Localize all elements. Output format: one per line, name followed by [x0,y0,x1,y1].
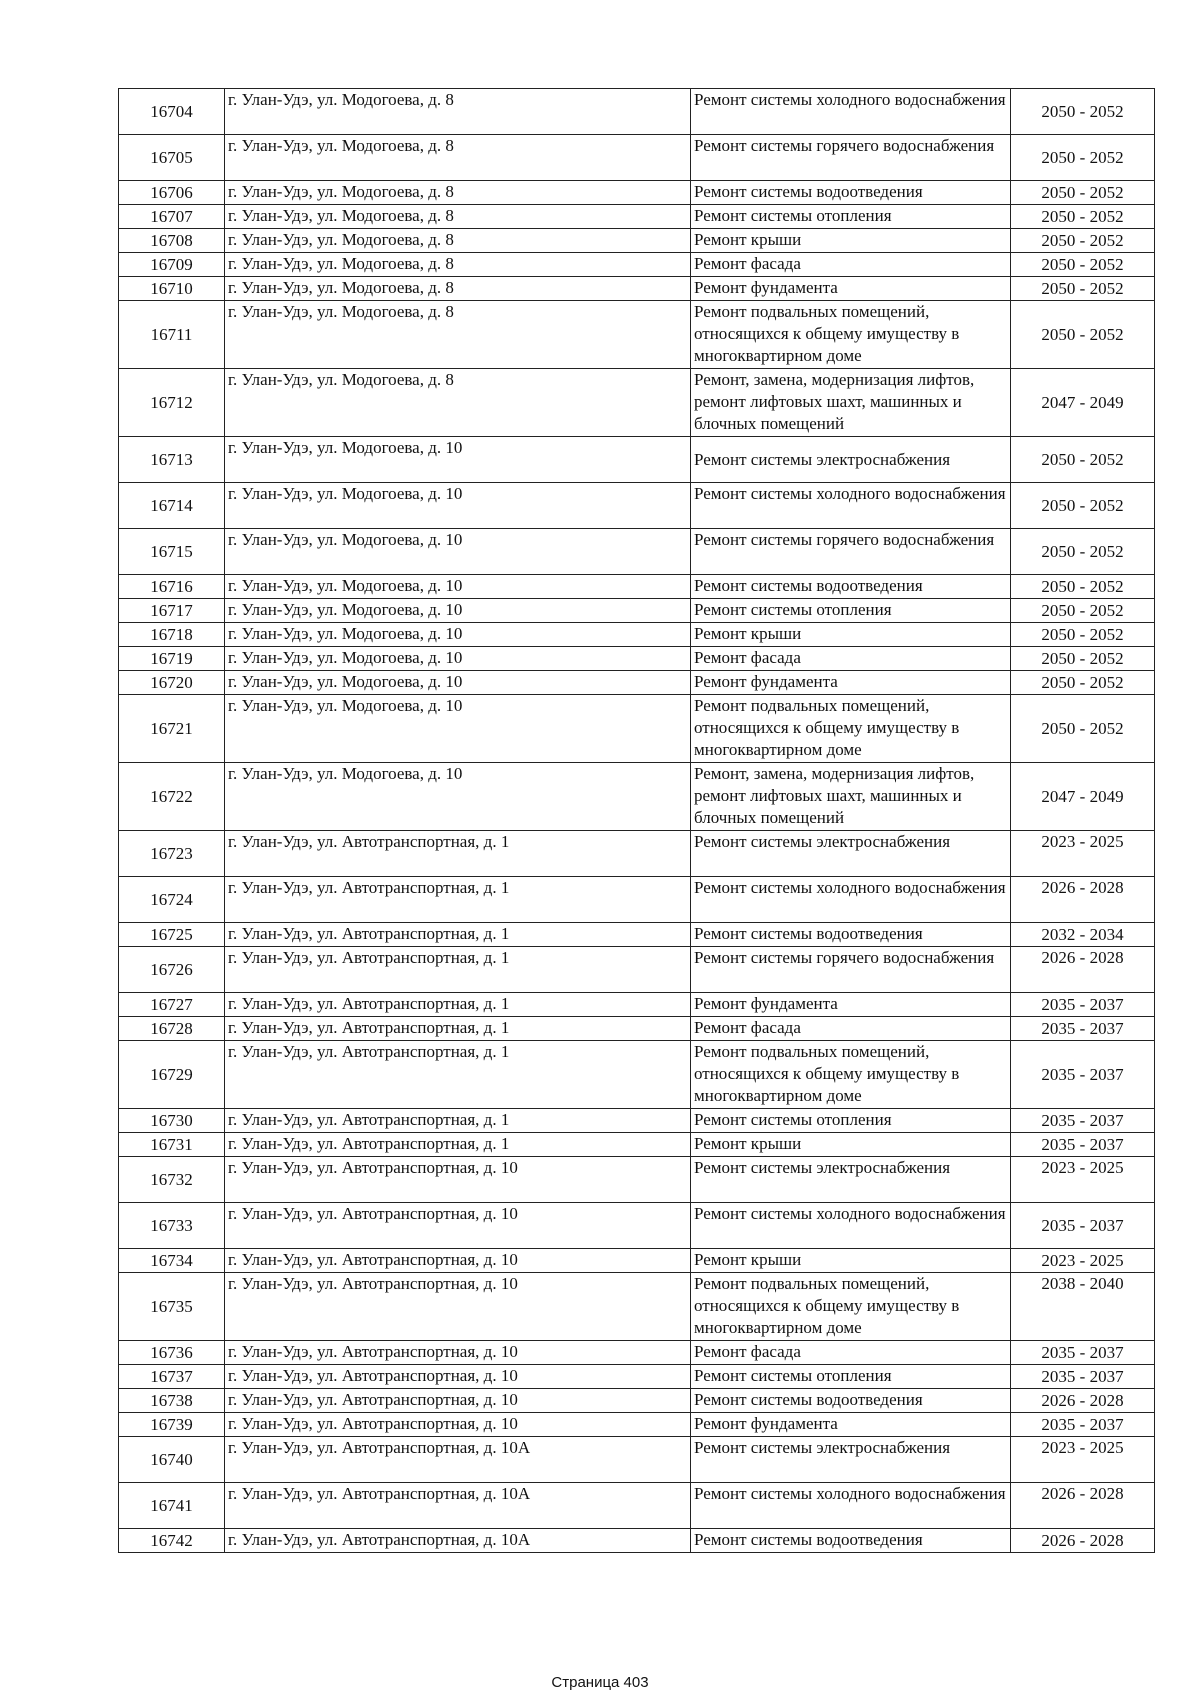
table-row [119,763,1155,831]
row-period: 2050 - 2052 [1011,301,1155,369]
table-row [119,1017,1155,1041]
table-row [119,369,1155,437]
row-work-type: Ремонт системы горячего водоснабжения [691,529,1011,575]
row-address: г. Улан-Удэ, ул. Модогоева, д. 10 [225,575,691,599]
row-id: 16741 [119,1483,225,1529]
row-period: 2023 - 2025 [1011,1157,1155,1203]
row-period: 2038 - 2040 [1011,1273,1155,1341]
row-address: г. Улан-Удэ, ул. Автотранспортная, д. 10А [225,1529,691,1553]
row-work-type: Ремонт системы отопления [691,1365,1011,1389]
row-address: г. Улан-Удэ, ул. Модогоева, д. 8 [225,253,691,277]
row-address: г. Улан-Удэ, ул. Автотранспортная, д. 1 [225,1017,691,1041]
row-work-type: Ремонт системы электроснабжения [691,1157,1011,1203]
row-address: г. Улан-Удэ, ул. Модогоева, д. 8 [225,229,691,253]
row-work-type: Ремонт системы электроснабжения [691,437,1011,483]
row-period: 2023 - 2025 [1011,1437,1155,1483]
row-period: 2023 - 2025 [1011,831,1155,877]
row-id: 16728 [119,1017,225,1041]
table-row [119,205,1155,229]
table-row [119,923,1155,947]
row-period: 2047 - 2049 [1011,369,1155,437]
row-work-type: Ремонт системы холодного водоснабжения [691,1483,1011,1529]
row-period: 2035 - 2037 [1011,1109,1155,1133]
row-period: 2050 - 2052 [1011,205,1155,229]
row-work-type: Ремонт фундамента [691,1413,1011,1437]
row-id: 16721 [119,695,225,763]
row-address: г. Улан-Удэ, ул. Модогоева, д. 10 [225,599,691,623]
row-period: 2035 - 2037 [1011,1041,1155,1109]
table-row [119,437,1155,483]
table-row [119,1249,1155,1273]
row-period: 2026 - 2028 [1011,947,1155,993]
row-work-type: Ремонт системы холодного водоснабжения [691,877,1011,923]
row-work-type: Ремонт фасада [691,1017,1011,1041]
row-id: 16726 [119,947,225,993]
row-address: г. Улан-Удэ, ул. Автотранспортная, д. 10А [225,1483,691,1529]
row-work-type: Ремонт системы электроснабжения [691,831,1011,877]
row-period: 2023 - 2025 [1011,1249,1155,1273]
row-address: г. Улан-Удэ, ул. Модогоева, д. 10 [225,623,691,647]
row-period: 2050 - 2052 [1011,483,1155,529]
table-row [119,529,1155,575]
row-id: 16720 [119,671,225,695]
row-work-type: Ремонт системы горячего водоснабжения [691,947,1011,993]
table-row [119,623,1155,647]
row-work-type: Ремонт системы электроснабжения [691,1437,1011,1483]
row-address: г. Улан-Удэ, ул. Автотранспортная, д. 1 [225,877,691,923]
row-address: г. Улан-Удэ, ул. Автотранспортная, д. 1 [225,1133,691,1157]
row-address: г. Улан-Удэ, ул. Автотранспортная, д. 1 [225,1109,691,1133]
row-id: 16709 [119,253,225,277]
table-row [119,1413,1155,1437]
row-address: г. Улан-Удэ, ул. Модогоева, д. 10 [225,695,691,763]
row-work-type: Ремонт системы водоотведения [691,1529,1011,1553]
row-work-type: Ремонт крыши [691,229,1011,253]
table-row [119,1483,1155,1529]
row-id: 16730 [119,1109,225,1133]
row-id: 16734 [119,1249,225,1273]
row-address: г. Улан-Удэ, ул. Модогоева, д. 8 [225,89,691,135]
row-period: 2050 - 2052 [1011,437,1155,483]
table-row [119,831,1155,877]
row-work-type: Ремонт фундамента [691,671,1011,695]
row-period: 2035 - 2037 [1011,1413,1155,1437]
row-id: 16710 [119,277,225,301]
row-address: г. Улан-Удэ, ул. Автотранспортная, д. 10 [225,1365,691,1389]
row-period: 2026 - 2028 [1011,877,1155,923]
row-id: 16742 [119,1529,225,1553]
row-id: 16729 [119,1041,225,1109]
row-address: г. Улан-Удэ, ул. Модогоева, д. 10 [225,647,691,671]
row-period: 2035 - 2037 [1011,1017,1155,1041]
table-row [119,229,1155,253]
row-id: 16717 [119,599,225,623]
row-id: 16718 [119,623,225,647]
table-row [119,599,1155,623]
row-address: г. Улан-Удэ, ул. Модогоева, д. 10 [225,483,691,529]
row-id: 16737 [119,1365,225,1389]
row-address: г. Улан-Удэ, ул. Автотранспортная, д. 1 [225,831,691,877]
row-address: г. Улан-Удэ, ул. Автотранспортная, д. 10 [225,1273,691,1341]
row-address: г. Улан-Удэ, ул. Модогоева, д. 10 [225,437,691,483]
row-address: г. Улан-Удэ, ул. Модогоева, д. 10 [225,763,691,831]
row-address: г. Улан-Удэ, ул. Автотранспортная, д. 10 [225,1157,691,1203]
row-period: 2050 - 2052 [1011,647,1155,671]
row-id: 16731 [119,1133,225,1157]
row-period: 2050 - 2052 [1011,529,1155,575]
row-address: г. Улан-Удэ, ул. Автотранспортная, д. 10 [225,1249,691,1273]
row-period: 2050 - 2052 [1011,695,1155,763]
table-body [119,89,1155,1553]
row-id: 16715 [119,529,225,575]
row-work-type: Ремонт фундамента [691,277,1011,301]
row-period: 2035 - 2037 [1011,993,1155,1017]
row-period: 2050 - 2052 [1011,89,1155,135]
row-address: г. Улан-Удэ, ул. Автотранспортная, д. 1 [225,947,691,993]
row-period: 2050 - 2052 [1011,135,1155,181]
table-row [119,1041,1155,1109]
table-row [119,1203,1155,1249]
table-row [119,277,1155,301]
row-period: 2035 - 2037 [1011,1365,1155,1389]
row-work-type: Ремонт подвальных помещений, относящихся к общему имуществу в многоквартирном доме [691,301,1011,369]
row-work-type: Ремонт системы отопления [691,599,1011,623]
row-work-type: Ремонт крыши [691,1249,1011,1273]
row-work-type: Ремонт системы отопления [691,1109,1011,1133]
row-id: 16706 [119,181,225,205]
table-row [119,947,1155,993]
row-work-type: Ремонт фундамента [691,993,1011,1017]
row-id: 16723 [119,831,225,877]
table-row [119,253,1155,277]
row-work-type: Ремонт системы холодного водоснабжения [691,1203,1011,1249]
table-row [119,1389,1155,1413]
row-work-type: Ремонт, замена, модернизация лифтов, ремонт лифтовых шахт, машинных и блочных помещений [691,763,1011,831]
row-id: 16733 [119,1203,225,1249]
page-number: Страница 403 [551,1674,649,1691]
row-id: 16716 [119,575,225,599]
row-id: 16713 [119,437,225,483]
row-period: 2035 - 2037 [1011,1133,1155,1157]
row-period: 2026 - 2028 [1011,1529,1155,1553]
row-address: г. Улан-Удэ, ул. Автотранспортная, д. 10А [225,1437,691,1483]
row-period: 2035 - 2037 [1011,1203,1155,1249]
row-address: г. Улан-Удэ, ул. Модогоева, д. 8 [225,301,691,369]
row-period: 2032 - 2034 [1011,923,1155,947]
table-row [119,877,1155,923]
row-id: 16722 [119,763,225,831]
table-row [119,1437,1155,1483]
row-work-type: Ремонт крыши [691,1133,1011,1157]
table-row [119,575,1155,599]
row-period: 2035 - 2037 [1011,1341,1155,1365]
row-period: 2050 - 2052 [1011,623,1155,647]
table-row [119,301,1155,369]
row-work-type: Ремонт подвальных помещений, относящихся к общему имуществу в многоквартирном доме [691,1273,1011,1341]
row-period: 2050 - 2052 [1011,575,1155,599]
table-row [119,1133,1155,1157]
row-work-type: Ремонт, замена, модернизация лифтов, ремонт лифтовых шахт, машинных и блочных помещений [691,369,1011,437]
row-period: 2050 - 2052 [1011,671,1155,695]
row-id: 16712 [119,369,225,437]
row-period: 2050 - 2052 [1011,599,1155,623]
row-period: 2050 - 2052 [1011,253,1155,277]
row-work-type: Ремонт системы водоотведения [691,181,1011,205]
row-work-type: Ремонт системы горячего водоснабжения [691,135,1011,181]
row-id: 16705 [119,135,225,181]
row-address: г. Улан-Удэ, ул. Модогоева, д. 8 [225,135,691,181]
capital-repair-table [118,88,1155,1553]
row-id: 16732 [119,1157,225,1203]
row-id: 16735 [119,1273,225,1341]
row-period: 2050 - 2052 [1011,229,1155,253]
row-work-type: Ремонт фасада [691,253,1011,277]
table-row [119,695,1155,763]
row-id: 16739 [119,1413,225,1437]
row-period: 2047 - 2049 [1011,763,1155,831]
row-period: 2050 - 2052 [1011,277,1155,301]
row-work-type: Ремонт системы холодного водоснабжения [691,483,1011,529]
table-row [119,1109,1155,1133]
table-row [119,1529,1155,1553]
row-work-type: Ремонт системы водоотведения [691,923,1011,947]
row-address: г. Улан-Удэ, ул. Модогоева, д. 8 [225,369,691,437]
table-row [119,1157,1155,1203]
row-address: г. Улан-Удэ, ул. Модогоева, д. 8 [225,277,691,301]
row-id: 16740 [119,1437,225,1483]
table-row [119,89,1155,135]
row-work-type: Ремонт фасада [691,1341,1011,1365]
row-address: г. Улан-Удэ, ул. Модогоева, д. 10 [225,529,691,575]
row-address: г. Улан-Удэ, ул. Автотранспортная, д. 1 [225,993,691,1017]
row-address: г. Улан-Удэ, ул. Автотранспортная, д. 10 [225,1389,691,1413]
row-id: 16704 [119,89,225,135]
row-work-type: Ремонт фасада [691,647,1011,671]
row-address: г. Улан-Удэ, ул. Автотранспортная, д. 1 [225,923,691,947]
row-id: 16719 [119,647,225,671]
row-address: г. Улан-Удэ, ул. Автотранспортная, д. 10 [225,1203,691,1249]
row-id: 16725 [119,923,225,947]
row-work-type: Ремонт подвальных помещений, относящихся к общему имуществу в многоквартирном доме [691,695,1011,763]
table-row [119,1365,1155,1389]
table-row [119,647,1155,671]
table-row [119,1341,1155,1365]
row-id: 16714 [119,483,225,529]
row-address: г. Улан-Удэ, ул. Автотранспортная, д. 10 [225,1341,691,1365]
row-period: 2050 - 2052 [1011,181,1155,205]
row-id: 16738 [119,1389,225,1413]
row-id: 16707 [119,205,225,229]
row-period: 2026 - 2028 [1011,1389,1155,1413]
row-work-type: Ремонт крыши [691,623,1011,647]
row-work-type: Ремонт подвальных помещений, относящихся к общему имуществу в многоквартирном доме [691,1041,1011,1109]
row-work-type: Ремонт системы водоотведения [691,1389,1011,1413]
row-address: г. Улан-Удэ, ул. Модогоева, д. 8 [225,181,691,205]
row-id: 16708 [119,229,225,253]
row-id: 16727 [119,993,225,1017]
row-address: г. Улан-Удэ, ул. Автотранспортная, д. 1 [225,1041,691,1109]
table-row [119,181,1155,205]
row-id: 16736 [119,1341,225,1365]
row-work-type: Ремонт системы отопления [691,205,1011,229]
table-row [119,483,1155,529]
table-row [119,993,1155,1017]
table-row [119,135,1155,181]
row-period: 2026 - 2028 [1011,1483,1155,1529]
table-row [119,671,1155,695]
row-address: г. Улан-Удэ, ул. Модогоева, д. 8 [225,205,691,229]
row-id: 16711 [119,301,225,369]
row-address: г. Улан-Удэ, ул. Модогоева, д. 10 [225,671,691,695]
row-address: г. Улан-Удэ, ул. Автотранспортная, д. 10 [225,1413,691,1437]
row-work-type: Ремонт системы холодного водоснабжения [691,89,1011,135]
row-work-type: Ремонт системы водоотведения [691,575,1011,599]
row-id: 16724 [119,877,225,923]
table-row [119,1273,1155,1341]
